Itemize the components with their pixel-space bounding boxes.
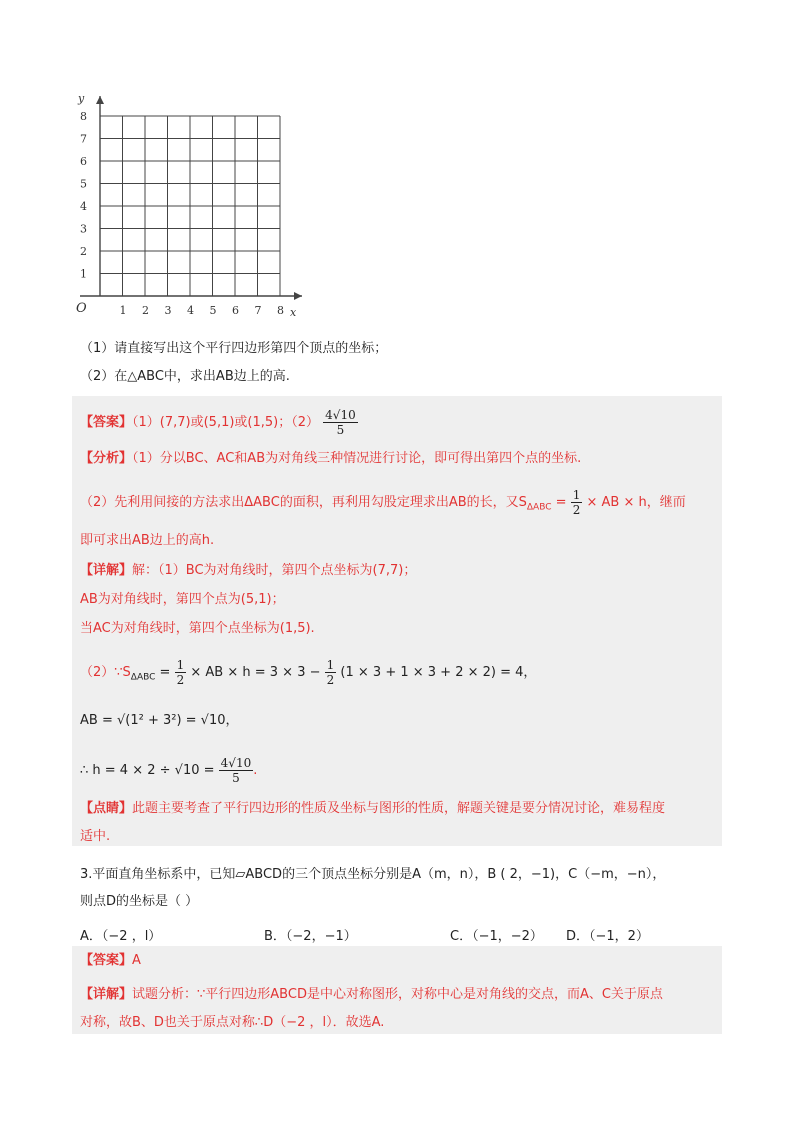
- q3-answer-tag: 【答案】: [80, 953, 133, 968]
- grid: [100, 116, 280, 296]
- q3-detail-line-2: 对称，故B、D也关于原点对称∴D（−2 ，l）．故选A.: [80, 1015, 385, 1030]
- question-3-line-2: 则点D的坐标是（ ）: [80, 894, 199, 909]
- option-d: D．（−1，2）: [566, 929, 649, 944]
- detail-4b: =: [155, 665, 175, 680]
- analysis-eq: =: [551, 495, 571, 510]
- y-tick-label: 2: [80, 245, 87, 258]
- q3-detail-line-1: [80, 986, 663, 1004]
- answer-tag: 【答案】: [80, 415, 133, 430]
- answer-line: [80, 408, 358, 437]
- detail-half2-num: 1: [326, 658, 335, 672]
- q3-detail-tag: 【详解】: [80, 987, 133, 1002]
- y-tick-label: 6: [80, 155, 87, 168]
- x-tick-label: 3: [164, 304, 172, 317]
- detail-half1-den: 2: [176, 673, 185, 687]
- y-axis-arrow: [96, 96, 104, 104]
- comment-text-1: 此题主要考查了平行四边形的性质及坐标与图形的性质，解题关键是要分情况讨论，难易程度: [132, 801, 666, 816]
- x-tick-label: 8: [277, 304, 284, 317]
- detail-line-6: [80, 756, 257, 785]
- x-tick-label: 2: [142, 304, 149, 317]
- y-axis-label: y: [78, 92, 85, 105]
- analysis-line-2: [80, 488, 686, 517]
- analysis-line-1: [80, 450, 581, 468]
- detail-line-4: [80, 658, 536, 687]
- analysis-text-1: （1）分以BC、AC和AB为对角线三种情况进行讨论，即可得出第四个点的坐标.: [132, 451, 582, 466]
- detail-6-den: 5: [232, 771, 240, 785]
- analysis-half: [571, 488, 583, 517]
- y-tick-label: 5: [80, 177, 87, 191]
- detail-line-1: [80, 562, 416, 580]
- question-2: （2）在△ABC中，求出AB边上的高.: [80, 369, 290, 384]
- comment-tag: 【点睛】: [80, 801, 133, 816]
- detail-tag: 【详解】: [80, 563, 133, 578]
- analysis-line-3: 即可求出AB边上的高h.: [80, 533, 215, 548]
- question-1: （1）请直接写出这个平行四边形第四个顶点的坐标；: [80, 341, 388, 356]
- x-tick-label: 5: [209, 304, 217, 317]
- x-tick-label: 1: [119, 304, 127, 317]
- detail-6-end: .: [253, 763, 258, 778]
- question-3-line-1: 3.平面直角坐标系中，已知▱ABCD的三个顶点坐标分别是A（m，n），B ( 2，−1)，C（−m，−n），: [80, 867, 666, 882]
- coordinate-graph: [60, 86, 310, 326]
- detail-line-2: AB为对角线时，第四个点为(5,1)；: [80, 592, 285, 607]
- detail-6a: ∴ h = 4 × 2 ÷ √10 =: [80, 763, 215, 778]
- x-tick-label: 7: [254, 304, 262, 317]
- detail-6-num: 4√10: [220, 756, 252, 770]
- q3-answer-line: [80, 952, 141, 970]
- detail-6-fraction: [219, 756, 254, 785]
- answer-fraction: [323, 408, 358, 437]
- y-tick-label: 7: [80, 132, 87, 146]
- analysis-tag: 【分析】: [80, 451, 133, 466]
- option-c: C．（−1，−2）: [450, 929, 543, 944]
- answer-frac-den: 5: [336, 423, 345, 437]
- x-axis-label: x: [290, 306, 297, 319]
- detail-4a: （2）∵S: [80, 665, 131, 680]
- detail-4d: (1 × 3 + 1 × 3 + 2 × 2) = 4，: [340, 665, 537, 680]
- option-a: A．（−2 ，l）: [80, 929, 162, 944]
- answer-text: （1）(7,7)或(5,1)或(1,5)；（2）: [132, 415, 320, 430]
- analysis-text-2b: × AB × h，继而: [586, 495, 686, 510]
- detail-4sub: ΔABC: [130, 672, 156, 683]
- analysis-half-num: 1: [572, 488, 581, 502]
- x-axis-arrow: [294, 292, 302, 300]
- comment-line-1: [80, 800, 665, 818]
- detail-4c: × AB × h = 3 × 3 −: [190, 665, 321, 680]
- detail-half-2: [325, 658, 337, 687]
- detail-text-1: 解：（1）BC为对角线时，第四个点坐标为(7,7)；: [132, 563, 417, 578]
- detail-half1-num: 1: [176, 658, 185, 672]
- y-tick-label: 4: [80, 200, 87, 213]
- q3-detail-1: 试题分析：∵平行四边形ABCD是中心对称图形，对称中心是对角线的交点，而A、C关于原点: [132, 987, 663, 1002]
- detail-half-1: [175, 658, 187, 687]
- analysis-half-den: 2: [572, 503, 581, 517]
- answer-frac-num: 4√10: [325, 408, 356, 422]
- x-tick-label: 6: [232, 304, 239, 317]
- option-b: B．（−2，−1）: [264, 929, 357, 944]
- origin-label: O: [76, 301, 87, 316]
- x-tick-label: 4: [187, 304, 194, 317]
- analysis-text-2a: （2）先利用间接的方法求出ΔABC的面积，再利用勾股定理求出AB的长，又S: [80, 495, 527, 510]
- y-tick-label: 8: [80, 110, 87, 123]
- comment-line-2: 适中.: [80, 829, 111, 844]
- detail-half2-den: 2: [326, 673, 335, 687]
- detail-line-5: AB = √(1² + 3²) = √10，: [80, 713, 239, 728]
- axes: [80, 96, 302, 300]
- y-tick-label: 1: [80, 267, 87, 281]
- q3-answer: A: [132, 953, 141, 968]
- y-tick-label: 3: [80, 222, 87, 236]
- analysis-sub: ΔABC: [526, 502, 552, 513]
- detail-line-3: 当AC为对角线时，第四个点坐标为(1,5).: [80, 621, 315, 636]
